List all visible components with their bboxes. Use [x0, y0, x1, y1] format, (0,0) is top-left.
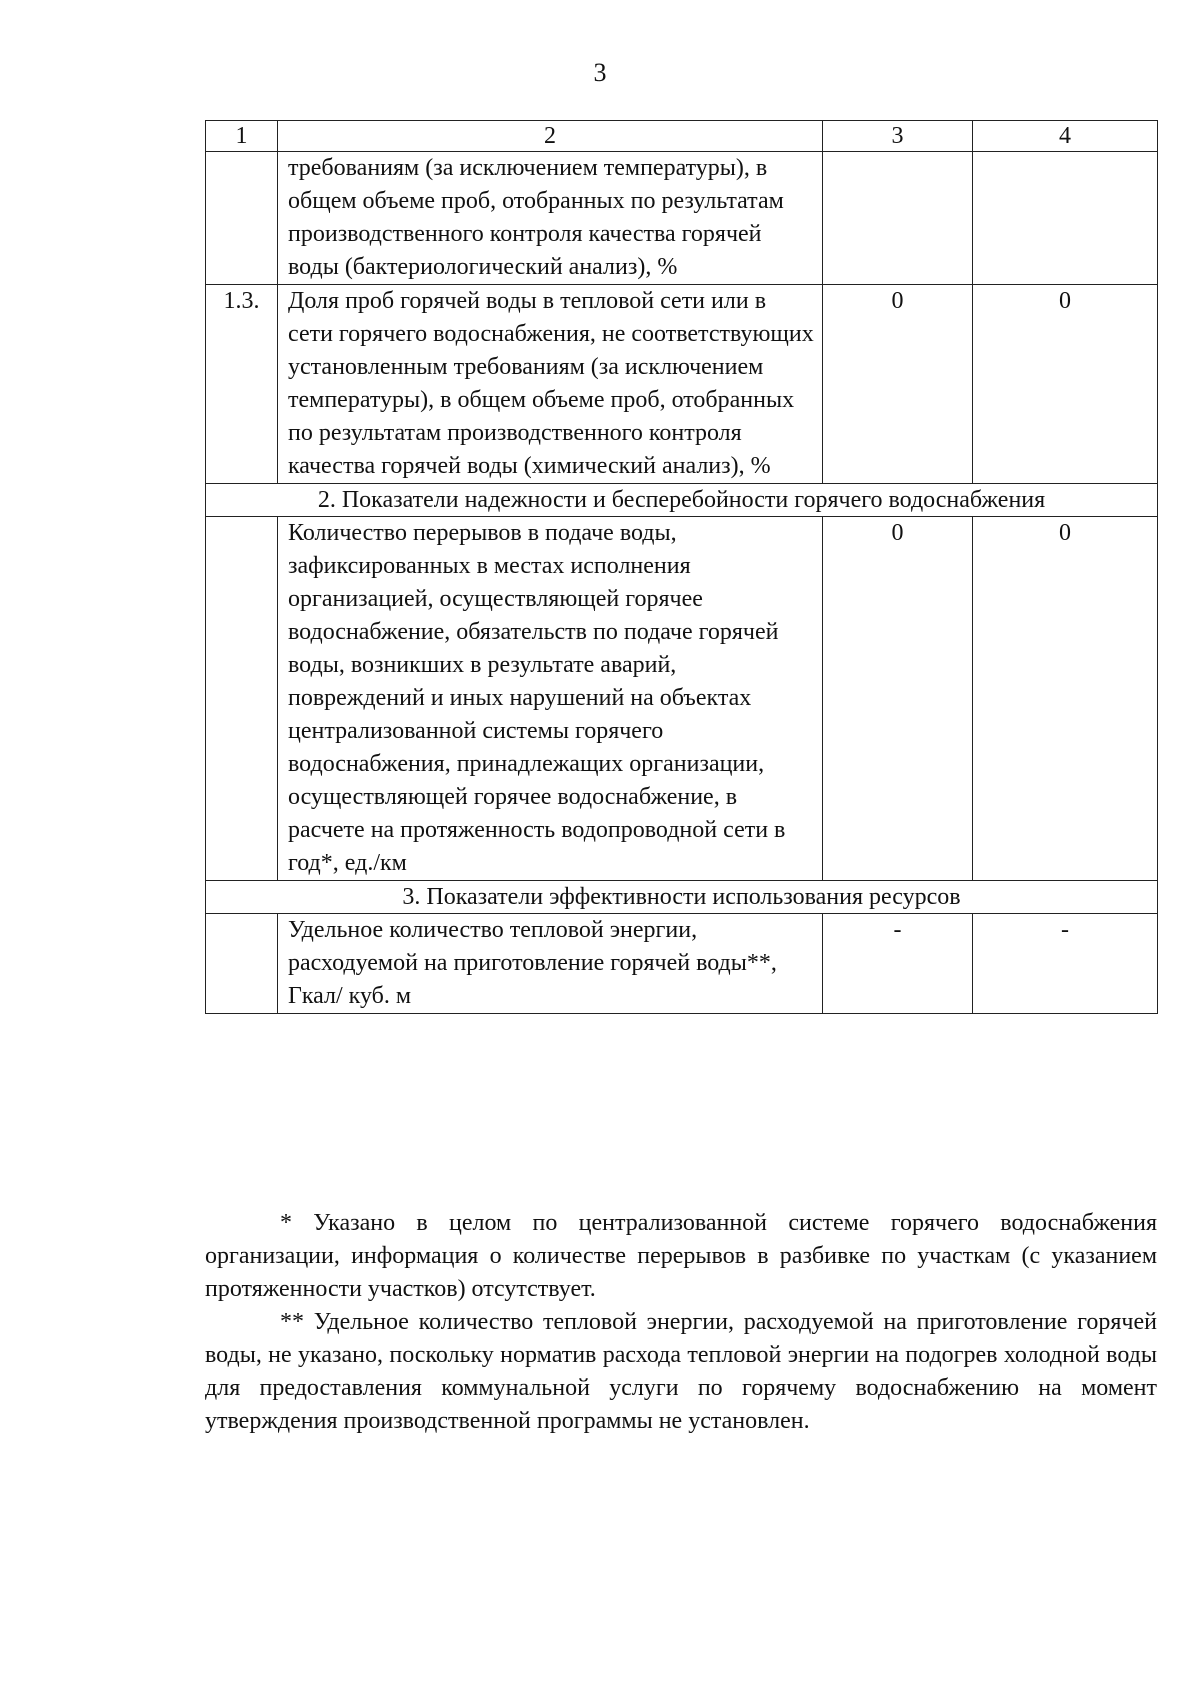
row-text: Удельное количество тепловой энергии, расходуемой на приготовление горячей воды**, Гкал/ куб. м — [278, 914, 823, 1014]
table-row-3 — [206, 914, 1158, 1014]
row-value-col3: - — [823, 914, 973, 1014]
footnote-1: * Указано в целом по централизованной системе горячего водоснабжения организации, информация о количестве перерывов в разбивке по участкам (с указанием протяженности участков) отсутствует. — [205, 1210, 1157, 1302]
column-header-3: 3 — [823, 121, 973, 152]
column-header-4: 4 — [973, 121, 1158, 152]
row-value-col3: 0 — [823, 285, 973, 484]
row-number — [206, 914, 278, 1014]
section-3-heading-row — [206, 881, 1158, 914]
row-value-col3: 0 — [823, 517, 973, 881]
row-number — [206, 152, 278, 285]
row-text: Количество перерывов в подаче воды, зафиксированных в местах исполнения организацией, осуществляющей горячее водоснабжение, обязательств по подаче горячей воды, возникших в результате аварий, повреждений и иных нарушений на объектах централизованной системы горячего водоснабжения, принадлежащих организации, осуществляющей горячее водоснабжение, в расчете на протяженность водопроводной сети в год*, ед./км — [278, 517, 823, 881]
indicators-table — [205, 120, 1158, 1014]
row-number — [206, 517, 278, 881]
row-value-col3 — [823, 152, 973, 285]
column-header-2: 2 — [278, 121, 823, 152]
section-3-heading: 3. Показатели эффективности использования ресурсов — [206, 881, 1158, 914]
section-2-heading-row — [206, 484, 1158, 517]
column-header-1: 1 — [206, 121, 278, 152]
row-value-col4: - — [973, 914, 1158, 1014]
row-number: 1.3. — [206, 285, 278, 484]
row-text: требованиям (за исключением температуры), в общем объеме проб, отобранных по результатам производственного контроля качества горячей воды (бактериологический анализ), % — [278, 152, 823, 285]
row-value-col4: 0 — [973, 517, 1158, 881]
row-text: Доля проб горячей воды в тепловой сети или в сети горячего водоснабжения, не соответствующих установленным требованиям (за исключением температуры), в общем объеме проб, отобранных по результатам производственного контроля качества горячей воды (химический анализ), % — [278, 285, 823, 484]
footnote-2: ** Удельное количество тепловой энергии, расходуемой на приготовление горячей воды, не указано, поскольку норматив расхода тепловой энергии на подогрев холодной воды для предоставления коммунальной услуги по горячему водоснабжению на момент утверждения производственной программы не установлен. — [205, 1309, 1157, 1434]
page-number: 3 — [593, 58, 607, 87]
table-row-2 — [206, 517, 1158, 881]
footnotes — [205, 1207, 1157, 1438]
table-row-1-3 — [206, 285, 1158, 484]
table-row-continuation — [206, 152, 1158, 285]
section-2-heading: 2. Показатели надежности и бесперебойности горячего водоснабжения — [206, 484, 1158, 517]
row-value-col4: 0 — [973, 285, 1158, 484]
table-header-row — [206, 121, 1158, 152]
row-value-col4 — [973, 152, 1158, 285]
